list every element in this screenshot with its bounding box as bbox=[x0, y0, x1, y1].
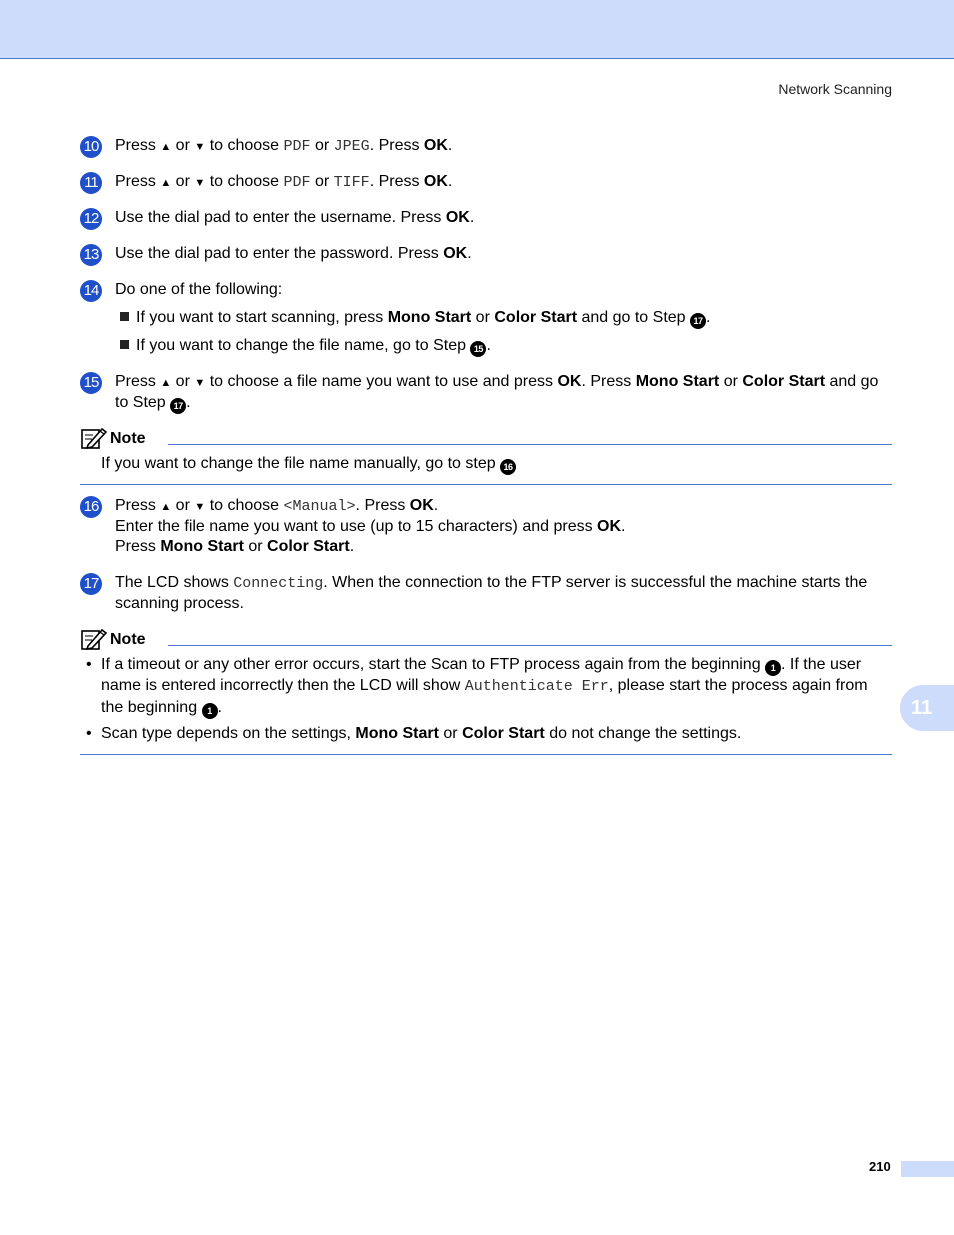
step-text: Use the dial pad to enter the password. Press OK. bbox=[115, 245, 472, 262]
step-14 bbox=[80, 280, 892, 300]
step-ref-icon: 15 bbox=[470, 341, 486, 357]
note-header bbox=[80, 627, 892, 651]
step-ref-icon: 1 bbox=[765, 660, 781, 676]
down-arrow-icon: ▼ bbox=[194, 141, 206, 153]
down-arrow-icon: ▼ bbox=[194, 177, 206, 189]
step-number: 10 bbox=[80, 136, 102, 158]
step-text: Do one of the following: bbox=[115, 281, 283, 298]
step-text: The LCD shows Connecting. When the connection to the FTP server is successful the machine starts the scanning process. bbox=[115, 574, 868, 612]
square-bullet-icon bbox=[120, 340, 129, 349]
step-number: 17 bbox=[80, 573, 102, 595]
up-arrow-icon: ▲ bbox=[160, 177, 172, 189]
step-text: Press ▲ or ▼ to choose <Manual>. Press OK. Enter the file name you want to use (up to 15 characters) and press OK. Press Mono Start or Color Start. bbox=[115, 497, 626, 555]
step-number: 14 bbox=[80, 280, 102, 302]
step-number: 12 bbox=[80, 208, 102, 230]
note-pencil-icon bbox=[80, 627, 108, 651]
up-arrow-icon: ▲ bbox=[160, 501, 172, 513]
divider bbox=[80, 754, 892, 755]
step-text: Press ▲ or ▼ to choose PDF or JPEG. Press OK. bbox=[115, 137, 453, 155]
divider bbox=[168, 645, 892, 646]
up-arrow-icon: ▲ bbox=[160, 141, 172, 153]
header-title: Network Scanning bbox=[778, 81, 892, 97]
page-number: 210 bbox=[869, 1159, 891, 1174]
down-arrow-icon: ▼ bbox=[194, 377, 206, 389]
page-tab bbox=[901, 1161, 954, 1177]
step-13 bbox=[80, 244, 892, 264]
note-label: Note bbox=[110, 631, 146, 648]
step-ref-icon: 17 bbox=[690, 313, 706, 329]
step-16 bbox=[80, 496, 892, 557]
header-band bbox=[0, 0, 954, 59]
step-11 bbox=[80, 172, 892, 193]
step-number: 13 bbox=[80, 244, 102, 266]
step-12 bbox=[80, 208, 892, 228]
step-ref-icon: 1 bbox=[202, 703, 218, 719]
note-bullet-timeout: • If a timeout or any other error occurs, start the Scan to FTP process again from the beginning 1 . If the user name is entered incorrectly then the LCD will show Authenticate Err, please start the process again from the beginning 1 . bbox=[86, 655, 891, 719]
step-text: Press ▲ or ▼ to choose PDF or TIFF. Press OK. bbox=[115, 173, 453, 191]
step-15 bbox=[80, 372, 892, 414]
step-text: Use the dial pad to enter the username. Press OK. bbox=[115, 209, 475, 226]
step-ref-icon: 16 bbox=[500, 459, 516, 475]
step-number: 16 bbox=[80, 496, 102, 518]
up-arrow-icon: ▲ bbox=[160, 377, 172, 389]
step-number: 11 bbox=[80, 172, 102, 194]
step-17 bbox=[80, 573, 892, 614]
note-header bbox=[80, 426, 892, 450]
note-pencil-icon bbox=[80, 426, 108, 450]
step-number: 15 bbox=[80, 372, 102, 394]
down-arrow-icon: ▼ bbox=[194, 501, 206, 513]
step-14-option-rename: If you want to change the file name, go to Step 15 . bbox=[120, 336, 491, 357]
note-label: Note bbox=[110, 430, 146, 447]
square-bullet-icon bbox=[120, 312, 129, 321]
bullet-dot: • bbox=[86, 725, 92, 742]
chapter-tab: 11 bbox=[900, 685, 954, 731]
divider bbox=[80, 484, 892, 485]
step-14-option-start: If you want to start scanning, press Mono Start or Color Start and go to Step 17 . bbox=[120, 308, 710, 329]
step-10 bbox=[80, 136, 892, 157]
step-ref-icon: 17 bbox=[170, 398, 186, 414]
note-text: If you want to change the file name manually, go to step 16 bbox=[101, 454, 891, 475]
divider bbox=[168, 444, 892, 445]
note-bullet-scan-type: • Scan type depends on the settings, Mono Start or Color Start do not change the settings. bbox=[86, 724, 891, 745]
bullet-dot: • bbox=[86, 656, 92, 673]
step-text: Press ▲ or ▼ to choose a file name you want to use and press OK. Press Mono Start or Color Start and go to Step 17 . bbox=[115, 372, 892, 414]
